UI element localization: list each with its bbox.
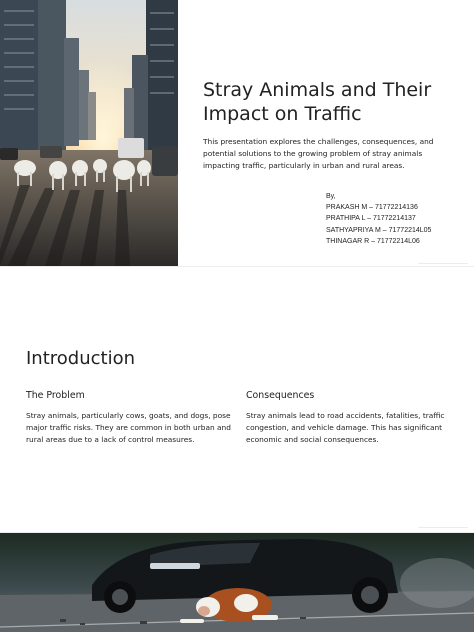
problem-text: Stray animals, particularly cows, goats, and dogs, pose major traffic risks. They are common in both urban and rural areas due to a lack of control measures. <box>26 411 231 444</box>
slide-corner-mark <box>418 260 468 264</box>
car-and-cow-image <box>0 533 474 632</box>
author-item: SATHYAPRIYA M – 71772214L05 <box>326 226 432 234</box>
title-line-2: Impact on Traffic <box>203 103 362 125</box>
author-item: PRATHIPA L – 71772214137 <box>326 215 416 223</box>
title-slide <box>0 0 474 266</box>
authors-label: By, <box>326 193 336 200</box>
title-line-1: Stray Animals and Their <box>203 79 432 101</box>
presentation-title <box>203 78 453 126</box>
consequences-text: Stray animals lead to road accidents, fatalities, traffic congestion, and vehicle damage. This has significant economic and social consequences. <box>246 411 445 444</box>
city-street-cows-image <box>0 0 178 266</box>
consequences-heading: Consequences <box>246 390 315 401</box>
presentation-description: This presentation explores the challenges, consequences, and potential solutions to the growing problem of stray animals impacting traffic, particularly in urban and rural areas. <box>203 137 434 170</box>
road-accident-slide <box>0 533 474 632</box>
author-item: PRAKASH M – 71772214136 <box>326 204 418 212</box>
author-item: THINAGAR R – 71772214L06 <box>326 237 420 245</box>
slide-corner-mark <box>418 524 468 528</box>
problem-heading: The Problem <box>26 390 85 401</box>
authors-block <box>326 191 466 247</box>
section-title: Introduction <box>26 348 136 369</box>
introduction-slide <box>0 267 474 532</box>
